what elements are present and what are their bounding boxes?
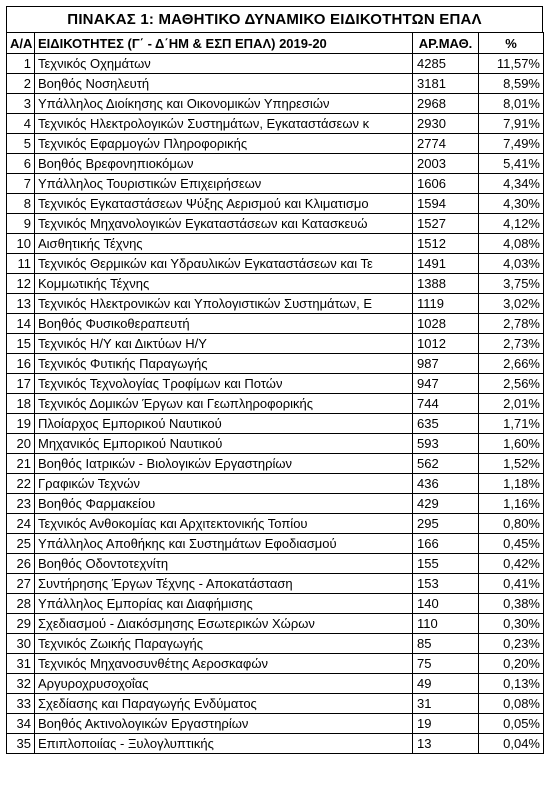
row-index-cell: 2 [7, 74, 35, 94]
row-percent-cell: 7,49% [479, 134, 544, 154]
row-percent-cell: 0,42% [479, 554, 544, 574]
row-percent-cell: 0,45% [479, 534, 544, 554]
row-index-cell: 7 [7, 174, 35, 194]
row-index-cell: 4 [7, 114, 35, 134]
row-students-cell: 2968 [413, 94, 479, 114]
row-specialty-cell: Σχεδιασμού - Διακόσμησης Εσωτερικών Χώρων [35, 614, 413, 634]
row-students-cell: 1527 [413, 214, 479, 234]
row-percent-cell: 0,04% [479, 734, 544, 754]
table-row [7, 194, 544, 214]
header-index: Α/Α [7, 33, 35, 54]
row-percent-cell: 4,03% [479, 254, 544, 274]
table-row [7, 674, 544, 694]
row-specialty-cell: Τεχνικός Μηχανοσυνθέτης Αεροσκαφών [35, 654, 413, 674]
row-students-cell: 85 [413, 634, 479, 654]
row-students-cell: 153 [413, 574, 479, 594]
row-students-cell: 1028 [413, 314, 479, 334]
table-row [7, 354, 544, 374]
row-students-cell: 562 [413, 454, 479, 474]
table-row [7, 154, 544, 174]
row-index-cell: 23 [7, 494, 35, 514]
row-index-cell: 11 [7, 254, 35, 274]
document-sheet [6, 6, 543, 754]
row-specialty-cell: Βοηθός Φυσικοθεραπευτή [35, 314, 413, 334]
row-students-cell: 987 [413, 354, 479, 374]
row-students-cell: 295 [413, 514, 479, 534]
table-row [7, 274, 544, 294]
table-row [7, 374, 544, 394]
row-percent-cell: 1,16% [479, 494, 544, 514]
table-row [7, 134, 544, 154]
row-percent-cell: 2,78% [479, 314, 544, 334]
row-index-cell: 12 [7, 274, 35, 294]
row-percent-cell: 3,02% [479, 294, 544, 314]
row-specialty-cell: Συντήρησης Έργων Τέχνης - Αποκατάσταση [35, 574, 413, 594]
row-specialty-cell: Σχεδίασης και Παραγωγής Ενδύματος [35, 694, 413, 714]
table-row [7, 454, 544, 474]
row-index-cell: 31 [7, 654, 35, 674]
table-row [7, 634, 544, 654]
row-specialty-cell: Τεχνικός Ηλεκτρονικών και Υπολογιστικών Συστημάτων, Ε [35, 294, 413, 314]
row-index-cell: 14 [7, 314, 35, 334]
row-students-cell: 2774 [413, 134, 479, 154]
row-specialty-cell: Μηχανικός Εμπορικού Ναυτικού [35, 434, 413, 454]
row-specialty-cell: Τεχνικός Δομικών Έργων και Γεωπληροφορικής [35, 394, 413, 414]
row-percent-cell: 5,41% [479, 154, 544, 174]
row-students-cell: 19 [413, 714, 479, 734]
table-row [7, 414, 544, 434]
row-index-cell: 30 [7, 634, 35, 654]
row-percent-cell: 2,56% [479, 374, 544, 394]
row-specialty-cell: Αισθητικής Τέχνης [35, 234, 413, 254]
row-percent-cell: 0,41% [479, 574, 544, 594]
table-row [7, 474, 544, 494]
row-percent-cell: 0,23% [479, 634, 544, 654]
table-row [7, 434, 544, 454]
row-index-cell: 15 [7, 334, 35, 354]
table-row [7, 234, 544, 254]
row-percent-cell: 0,20% [479, 654, 544, 674]
table-row [7, 734, 544, 754]
row-index-cell: 32 [7, 674, 35, 694]
row-percent-cell: 0,08% [479, 694, 544, 714]
row-specialty-cell: Βοηθός Φαρμακείου [35, 494, 413, 514]
row-students-cell: 1606 [413, 174, 479, 194]
row-students-cell: 635 [413, 414, 479, 434]
row-students-cell: 3181 [413, 74, 479, 94]
table-row [7, 574, 544, 594]
row-percent-cell: 2,01% [479, 394, 544, 414]
table-row [7, 594, 544, 614]
row-specialty-cell: Τεχνικός Μηχανολογικών Εγκαταστάσεων και Κατασκευώ [35, 214, 413, 234]
header-percent: % [479, 33, 544, 54]
row-index-cell: 3 [7, 94, 35, 114]
row-index-cell: 22 [7, 474, 35, 494]
row-specialty-cell: Βοηθός Νοσηλευτή [35, 74, 413, 94]
row-students-cell: 1491 [413, 254, 479, 274]
row-percent-cell: 8,01% [479, 94, 544, 114]
row-students-cell: 4285 [413, 54, 479, 74]
row-students-cell: 429 [413, 494, 479, 514]
row-index-cell: 8 [7, 194, 35, 214]
row-index-cell: 33 [7, 694, 35, 714]
table-row [7, 94, 544, 114]
row-specialty-cell: Βοηθός Οδοντοτεχνίτη [35, 554, 413, 574]
row-students-cell: 1119 [413, 294, 479, 314]
header-row [7, 33, 544, 54]
row-specialty-cell: Αργυροχρυσοχοΐας [35, 674, 413, 694]
table-body [7, 54, 544, 754]
row-index-cell: 34 [7, 714, 35, 734]
table-row [7, 494, 544, 514]
row-percent-cell: 1,18% [479, 474, 544, 494]
row-index-cell: 16 [7, 354, 35, 374]
table-row [7, 554, 544, 574]
row-percent-cell: 4,34% [479, 174, 544, 194]
table-row [7, 514, 544, 534]
row-specialty-cell: Γραφικών Τεχνών [35, 474, 413, 494]
row-specialty-cell: Υπάλληλος Διοίκησης και Οικονομικών Υπηρεσιών [35, 94, 413, 114]
row-students-cell: 436 [413, 474, 479, 494]
row-percent-cell: 0,38% [479, 594, 544, 614]
row-students-cell: 140 [413, 594, 479, 614]
row-students-cell: 75 [413, 654, 479, 674]
table-row [7, 714, 544, 734]
row-index-cell: 21 [7, 454, 35, 474]
row-index-cell: 35 [7, 734, 35, 754]
row-index-cell: 25 [7, 534, 35, 554]
row-percent-cell: 2,66% [479, 354, 544, 374]
row-specialty-cell: Τεχνικός Θερμικών και Υδραυλικών Εγκαταστάσεων και Τε [35, 254, 413, 274]
row-specialty-cell: Υπάλληλος Εμπορίας και Διαφήμισης [35, 594, 413, 614]
row-students-cell: 13 [413, 734, 479, 754]
row-students-cell: 1594 [413, 194, 479, 214]
row-students-cell: 31 [413, 694, 479, 714]
row-specialty-cell: Βοηθός Ακτινολογικών Εργαστηρίων [35, 714, 413, 734]
row-index-cell: 10 [7, 234, 35, 254]
table-row [7, 314, 544, 334]
row-specialty-cell: Επιπλοποιίας - Ξυλογλυπτικής [35, 734, 413, 754]
table-row [7, 74, 544, 94]
table-row [7, 214, 544, 234]
row-percent-cell: 8,59% [479, 74, 544, 94]
row-index-cell: 27 [7, 574, 35, 594]
row-index-cell: 18 [7, 394, 35, 414]
row-percent-cell: 7,91% [479, 114, 544, 134]
table-row [7, 694, 544, 714]
row-percent-cell: 2,73% [479, 334, 544, 354]
row-specialty-cell: Τεχνικός Φυτικής Παραγωγής [35, 354, 413, 374]
specialties-table [6, 32, 544, 754]
row-students-cell: 1512 [413, 234, 479, 254]
row-students-cell: 1012 [413, 334, 479, 354]
header-students: ΑΡ.ΜΑΘ. [413, 33, 479, 54]
row-index-cell: 24 [7, 514, 35, 534]
row-percent-cell: 4,08% [479, 234, 544, 254]
row-specialty-cell: Τεχνικός Η/Υ και Δικτύων Η/Υ [35, 334, 413, 354]
row-index-cell: 1 [7, 54, 35, 74]
table-row [7, 114, 544, 134]
table-row [7, 254, 544, 274]
row-specialty-cell: Τεχνικός Εγκαταστάσεων Ψύξης Αερισμού και Κλιματισμο [35, 194, 413, 214]
table-row [7, 334, 544, 354]
row-percent-cell: 11,57% [479, 54, 544, 74]
row-students-cell: 2930 [413, 114, 479, 134]
row-percent-cell: 1,60% [479, 434, 544, 454]
row-specialty-cell: Τεχνικός Οχημάτων [35, 54, 413, 74]
row-index-cell: 19 [7, 414, 35, 434]
row-index-cell: 28 [7, 594, 35, 614]
row-index-cell: 13 [7, 294, 35, 314]
table-row [7, 174, 544, 194]
row-index-cell: 29 [7, 614, 35, 634]
row-students-cell: 593 [413, 434, 479, 454]
row-specialty-cell: Βοηθός Βρεφονηπιοκόμων [35, 154, 413, 174]
row-specialty-cell: Υπάλληλος Αποθήκης και Συστημάτων Εφοδιασμού [35, 534, 413, 554]
row-index-cell: 6 [7, 154, 35, 174]
row-index-cell: 5 [7, 134, 35, 154]
row-students-cell: 49 [413, 674, 479, 694]
row-index-cell: 26 [7, 554, 35, 574]
row-index-cell: 20 [7, 434, 35, 454]
row-specialty-cell: Τεχνικός Εφαρμογών Πληροφορικής [35, 134, 413, 154]
row-index-cell: 17 [7, 374, 35, 394]
row-percent-cell: 0,13% [479, 674, 544, 694]
row-students-cell: 166 [413, 534, 479, 554]
table-row [7, 654, 544, 674]
row-percent-cell: 0,05% [479, 714, 544, 734]
row-percent-cell: 1,71% [479, 414, 544, 434]
row-specialty-cell: Τεχνικός Ανθοκομίας και Αρχιτεκτονικής Τοπίου [35, 514, 413, 534]
header-specialty: ΕΙΔΙΚΟΤΗΤΕΣ (Γ΄ - Δ΄ΗΜ & ΕΣΠ ΕΠΑΛ) 2019-20 [35, 33, 413, 54]
row-students-cell: 110 [413, 614, 479, 634]
row-students-cell: 744 [413, 394, 479, 414]
row-percent-cell: 3,75% [479, 274, 544, 294]
row-percent-cell: 0,30% [479, 614, 544, 634]
row-students-cell: 2003 [413, 154, 479, 174]
row-percent-cell: 4,30% [479, 194, 544, 214]
row-students-cell: 155 [413, 554, 479, 574]
table-row [7, 54, 544, 74]
row-percent-cell: 0,80% [479, 514, 544, 534]
row-specialty-cell: Πλοίαρχος Εμπορικού Ναυτικού [35, 414, 413, 434]
row-percent-cell: 4,12% [479, 214, 544, 234]
table-row [7, 534, 544, 554]
row-index-cell: 9 [7, 214, 35, 234]
row-students-cell: 1388 [413, 274, 479, 294]
row-specialty-cell: Τεχνικός Τεχνολογίας Τροφίμων και Ποτών [35, 374, 413, 394]
table-row [7, 294, 544, 314]
row-percent-cell: 1,52% [479, 454, 544, 474]
row-specialty-cell: Κομμωτικής Τέχνης [35, 274, 413, 294]
table-row [7, 394, 544, 414]
table-title: ΠΙΝΑΚΑΣ 1: ΜΑΘΗΤΙΚΟ ΔΥΝΑΜΙΚΟ ΕΙΔΙΚΟΤΗΤΩΝ ΕΠΑΛ [6, 6, 543, 32]
row-specialty-cell: Τεχνικός Ζωικής Παραγωγής [35, 634, 413, 654]
row-specialty-cell: Βοηθός Ιατρικών - Βιολογικών Εργαστηρίων [35, 454, 413, 474]
row-students-cell: 947 [413, 374, 479, 394]
row-specialty-cell: Υπάλληλος Τουριστικών Επιχειρήσεων [35, 174, 413, 194]
row-specialty-cell: Τεχνικός Ηλεκτρολογικών Συστημάτων, Εγκαταστάσεων κ [35, 114, 413, 134]
table-row [7, 614, 544, 634]
